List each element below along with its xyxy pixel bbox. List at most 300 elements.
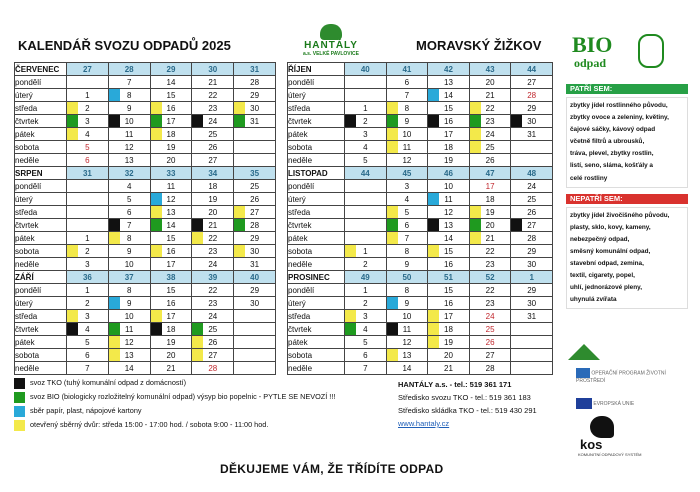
month-name: LISTOPAD [288,167,345,180]
collection-marker [67,115,78,127]
date-cell [234,349,276,362]
collection-marker [428,219,439,231]
date-cell [192,336,234,349]
date-cell [192,206,234,219]
date-cell [428,284,470,297]
week-number: 44 [511,63,553,76]
date-number: 6 [363,350,368,360]
date-number: 11 [125,324,134,334]
date-cell [511,141,553,154]
date-number: 30 [250,298,260,308]
weekday-label: čtvrtek [288,219,345,232]
table-row [15,297,276,310]
date-cell [67,349,109,362]
date-cell [150,258,192,271]
date-number: 8 [126,233,132,243]
collection-marker [109,336,120,348]
date-cell [234,89,276,102]
date-number: 23 [208,246,218,256]
collection-marker [345,245,356,257]
collection-marker [345,115,356,127]
date-cell [108,362,150,375]
date-cell [150,115,192,128]
date-number: 16 [166,298,176,308]
collection-marker [387,141,398,153]
blackbird-icon [590,416,614,438]
date-cell [108,206,150,219]
weekday-label: pondělí [15,76,67,89]
collection-marker [67,310,78,322]
date-cell [108,76,150,89]
date-cell [511,219,553,232]
table-row [15,141,276,154]
calendar-left [14,62,276,375]
table-row [15,336,276,349]
date-cell [428,128,470,141]
table-row [15,102,276,115]
date-cell [386,115,428,128]
date-cell [511,362,553,375]
weekday-label: pátek [288,232,345,245]
date-number: 28 [208,363,218,373]
legend-swatch [14,378,25,389]
table-row [288,284,553,297]
date-number: 22 [485,246,495,256]
date-cell [386,180,428,193]
date-cell [469,128,511,141]
date-number: 12 [166,194,176,204]
date-cell [428,336,470,349]
week-number: 52 [469,271,511,284]
date-number: 1 [363,246,368,256]
date-cell [234,232,276,245]
date-number: 11 [166,181,176,191]
logo-name: HANTÁLY [304,40,358,51]
date-number: 12 [124,142,134,152]
table-row [15,154,276,167]
date-number: 26 [485,155,495,165]
date-number: 18 [208,181,218,191]
date-cell [469,310,511,323]
date-cell [469,89,511,102]
date-cell [386,128,428,141]
date-number: 26 [527,207,537,217]
date-cell [386,336,428,349]
list-item: plasty, sklo, kovy, kameny, [570,223,651,231]
date-number: 6 [404,220,410,230]
collection-marker [387,128,398,140]
collection-marker [67,128,78,140]
collection-marker [470,232,481,244]
weekday-label: sobota [15,349,67,362]
date-cell [234,128,276,141]
logo-sub: a.s. VELKÉ PAVLOVICE [303,51,359,57]
date-number: 19 [444,337,453,347]
weekday-label: pátek [15,336,67,349]
weekday-label: sobota [15,141,67,154]
date-number: 15 [166,90,176,100]
belongs-list [566,97,688,188]
date-cell [192,141,234,154]
thanks-footer: DĚKUJEME VÁM, ŽE TŘÍDÍTE ODPAD [220,462,444,476]
date-cell [386,323,428,336]
weekday-label: neděle [288,362,345,375]
table-row [288,362,553,375]
date-number: 15 [166,285,176,295]
date-cell [108,193,150,206]
table-row [15,362,276,375]
weekday-label: středa [288,206,345,219]
week-number: 29 [150,63,192,76]
date-number: 21 [208,220,218,230]
legend-item [14,376,384,390]
calendar-right [287,62,553,375]
date-number: 23 [208,103,218,113]
date-number: 19 [485,207,495,217]
date-cell [150,297,192,310]
week-number: 43 [469,63,511,76]
date-number: 24 [485,129,495,139]
week-number: 46 [428,167,470,180]
collection-marker [192,115,203,127]
date-number: 22 [208,90,218,100]
date-number: 18 [444,324,453,334]
weekday-label: pátek [15,232,67,245]
date-cell [108,284,150,297]
date-cell [108,115,150,128]
date-number: 12 [402,337,412,347]
date-cell [150,323,192,336]
week-number: 40 [345,63,387,76]
kos-sub: KOMUNITNÍ ODPADOVÝ SYSTÉM [578,452,642,457]
collection-marker [387,323,398,335]
date-number: 28 [250,77,260,87]
table-row [288,323,553,336]
week-number: 36 [67,271,109,284]
weekday-label: středa [288,310,345,323]
table-row [288,310,553,323]
date-cell [511,245,553,258]
date-number: 16 [444,116,453,126]
date-number: 7 [363,363,368,373]
weekday-label: čtvrtek [15,219,67,232]
date-cell [150,310,192,323]
date-number: 8 [404,246,410,256]
collection-marker [151,310,162,322]
date-number: 11 [402,324,412,334]
list-item: zbytky jídel živočišného původu, [570,211,670,219]
collection-marker [428,310,439,322]
date-cell [67,258,109,271]
week-number: 33 [150,167,192,180]
date-cell [192,245,234,258]
table-row [288,245,553,258]
date-number: 3 [85,116,90,126]
week-number: 50 [386,271,428,284]
date-number: 5 [126,194,132,204]
date-cell [192,180,234,193]
date-cell [150,245,192,258]
date-cell [67,219,109,232]
date-cell [67,180,109,193]
contact-block [398,378,537,430]
weekday-label: čtvrtek [288,323,345,336]
date-number: 10 [402,129,412,139]
date-number: 10 [124,116,134,126]
date-number: 29 [250,233,260,243]
list-item: uhynulá zvířata [570,296,617,304]
table-row [15,180,276,193]
date-number: 21 [166,363,176,373]
date-number: 6 [126,207,132,217]
date-cell [469,154,511,167]
list-item: stavební odpad, zemina, [570,260,644,268]
date-number: 20 [208,207,218,217]
collection-marker [192,336,203,348]
month-name: ČERVENEC [15,63,67,76]
date-number: 28 [527,233,537,243]
date-cell [428,89,470,102]
date-cell [150,89,192,102]
collection-marker [387,206,398,218]
collection-marker [234,115,245,127]
date-number: 22 [485,103,495,113]
date-cell [108,323,150,336]
collection-marker [109,232,120,244]
weekday-label: pondělí [15,284,67,297]
collection-marker [511,115,522,127]
date-cell [150,154,192,167]
date-number: 21 [444,363,453,373]
date-cell [67,115,109,128]
collection-marker [192,219,203,231]
date-cell [108,258,150,271]
date-number: 18 [485,194,495,204]
date-number: 13 [124,350,134,360]
date-number: 10 [124,311,134,321]
collection-marker [470,128,481,140]
date-cell [345,76,387,89]
date-cell [150,206,192,219]
date-number: 30 [250,103,260,113]
op-text: OPERAČNÍ PROGRAM ŽIVOTNÍ PROSTŘEDÍ [576,370,666,384]
date-cell [428,154,470,167]
weekday-label: neděle [15,154,67,167]
date-number: 11 [444,194,453,204]
week-number: 51 [428,271,470,284]
legend-text: sběr papír, plast, nápojové kartony [30,406,142,415]
date-number: 7 [126,77,132,87]
date-cell [192,115,234,128]
weekday-label: pondělí [15,180,67,193]
date-cell [345,89,387,102]
date-number: 31 [527,129,537,139]
date-number: 7 [126,220,132,230]
week-number: 39 [192,271,234,284]
kos-name: kos [580,437,603,452]
date-cell [511,89,553,102]
website-link[interactable]: www.hantaly.cz [398,419,450,428]
weekday-label: neděle [288,154,345,167]
date-cell [67,102,109,115]
collection-marker [470,219,481,231]
date-number: 1 [85,233,90,243]
list-item: včetně filtrů a ubrousků, [570,138,645,146]
date-number: 4 [363,142,368,152]
date-cell [192,219,234,232]
table-row [15,349,276,362]
week-number: 42 [428,63,470,76]
bio-info-panel [566,84,688,311]
date-number: 31 [250,116,260,126]
date-cell [150,141,192,154]
collection-marker [109,115,120,127]
date-number: 27 [250,207,260,217]
date-number: 2 [85,246,90,256]
date-number: 16 [444,298,453,308]
date-number: 9 [404,298,410,308]
list-item: čajové sáčky, kávový odpad [570,126,656,134]
date-number: 7 [404,233,410,243]
week-number: 38 [150,271,192,284]
week-number: 31 [234,63,276,76]
date-number: 30 [527,259,537,269]
date-number: 24 [208,259,218,269]
week-number: 34 [192,167,234,180]
date-number: 20 [166,155,176,165]
date-number: 14 [166,220,176,230]
date-number: 12 [444,207,453,217]
date-cell [511,76,553,89]
collection-marker [109,89,120,101]
date-number: 13 [444,220,453,230]
date-number: 2 [85,103,90,113]
date-number: 23 [485,298,495,308]
date-cell [192,258,234,271]
date-number: 17 [444,129,453,139]
date-cell [428,102,470,115]
collection-marker [151,245,162,257]
date-cell [150,232,192,245]
date-cell [469,141,511,154]
date-number: 22 [208,285,218,295]
odpad-word: odpad [574,56,607,70]
date-number: 4 [85,129,90,139]
date-cell [108,310,150,323]
date-number: 2 [363,116,368,126]
date-number: 29 [250,90,260,100]
week-number: 28 [108,63,150,76]
date-cell [386,245,428,258]
date-number: 2 [363,298,368,308]
date-number: 7 [85,363,90,373]
weekday-label: pondělí [288,76,345,89]
table-row [288,115,553,128]
date-cell [67,323,109,336]
date-number: 28 [527,90,537,100]
date-number: 8 [404,285,410,295]
date-number: 9 [404,116,410,126]
date-number: 22 [208,233,218,243]
date-cell [108,128,150,141]
legend [14,376,384,432]
date-number: 11 [402,142,412,152]
date-cell [234,310,276,323]
date-number: 30 [527,116,537,126]
date-cell [234,115,276,128]
date-number: 16 [444,259,453,269]
date-cell [67,284,109,297]
collection-marker [511,219,522,231]
date-number: 27 [208,155,218,165]
date-cell [345,323,387,336]
region-logo [566,340,602,366]
date-cell [345,336,387,349]
table-row [288,141,553,154]
weekday-label: úterý [288,89,345,102]
date-cell [345,206,387,219]
legend-swatch [14,406,25,417]
month-name: ŘÍJEN [288,63,345,76]
legend-swatch [14,392,25,403]
date-cell [511,284,553,297]
date-cell [428,310,470,323]
date-cell [345,115,387,128]
table-row [15,89,276,102]
date-number: 11 [125,129,134,139]
date-cell [192,102,234,115]
weekday-label: úterý [288,193,345,206]
month-name: SRPEN [15,167,67,180]
date-cell [469,336,511,349]
date-number: 31 [527,311,537,321]
date-cell [511,297,553,310]
date-number: 16 [166,246,176,256]
date-number: 23 [208,298,218,308]
date-number: 15 [444,103,453,113]
week-number: 27 [67,63,109,76]
date-cell [469,206,511,219]
date-cell [67,128,109,141]
date-cell [345,245,387,258]
date-number: 7 [404,90,410,100]
date-cell [192,154,234,167]
date-cell [511,193,553,206]
date-number: 20 [485,220,495,230]
date-cell [192,349,234,362]
collection-marker [151,219,162,231]
date-cell [67,310,109,323]
date-cell [234,102,276,115]
date-cell [150,219,192,232]
contact-skladka: Středisko skládka TKO - tel.: 519 430 291 [398,406,537,415]
week-number: 35 [234,167,276,180]
date-number: 3 [85,259,90,269]
date-number: 19 [166,142,176,152]
date-number: 13 [444,77,453,87]
date-number: 25 [527,194,537,204]
date-cell [108,141,150,154]
weekday-label: středa [15,310,67,323]
date-cell [428,362,470,375]
date-cell [428,76,470,89]
date-number: 29 [527,103,537,113]
date-number: 23 [485,116,495,126]
date-number: 5 [363,155,368,165]
date-cell [386,232,428,245]
table-row [288,76,553,89]
date-number: 17 [166,259,176,269]
